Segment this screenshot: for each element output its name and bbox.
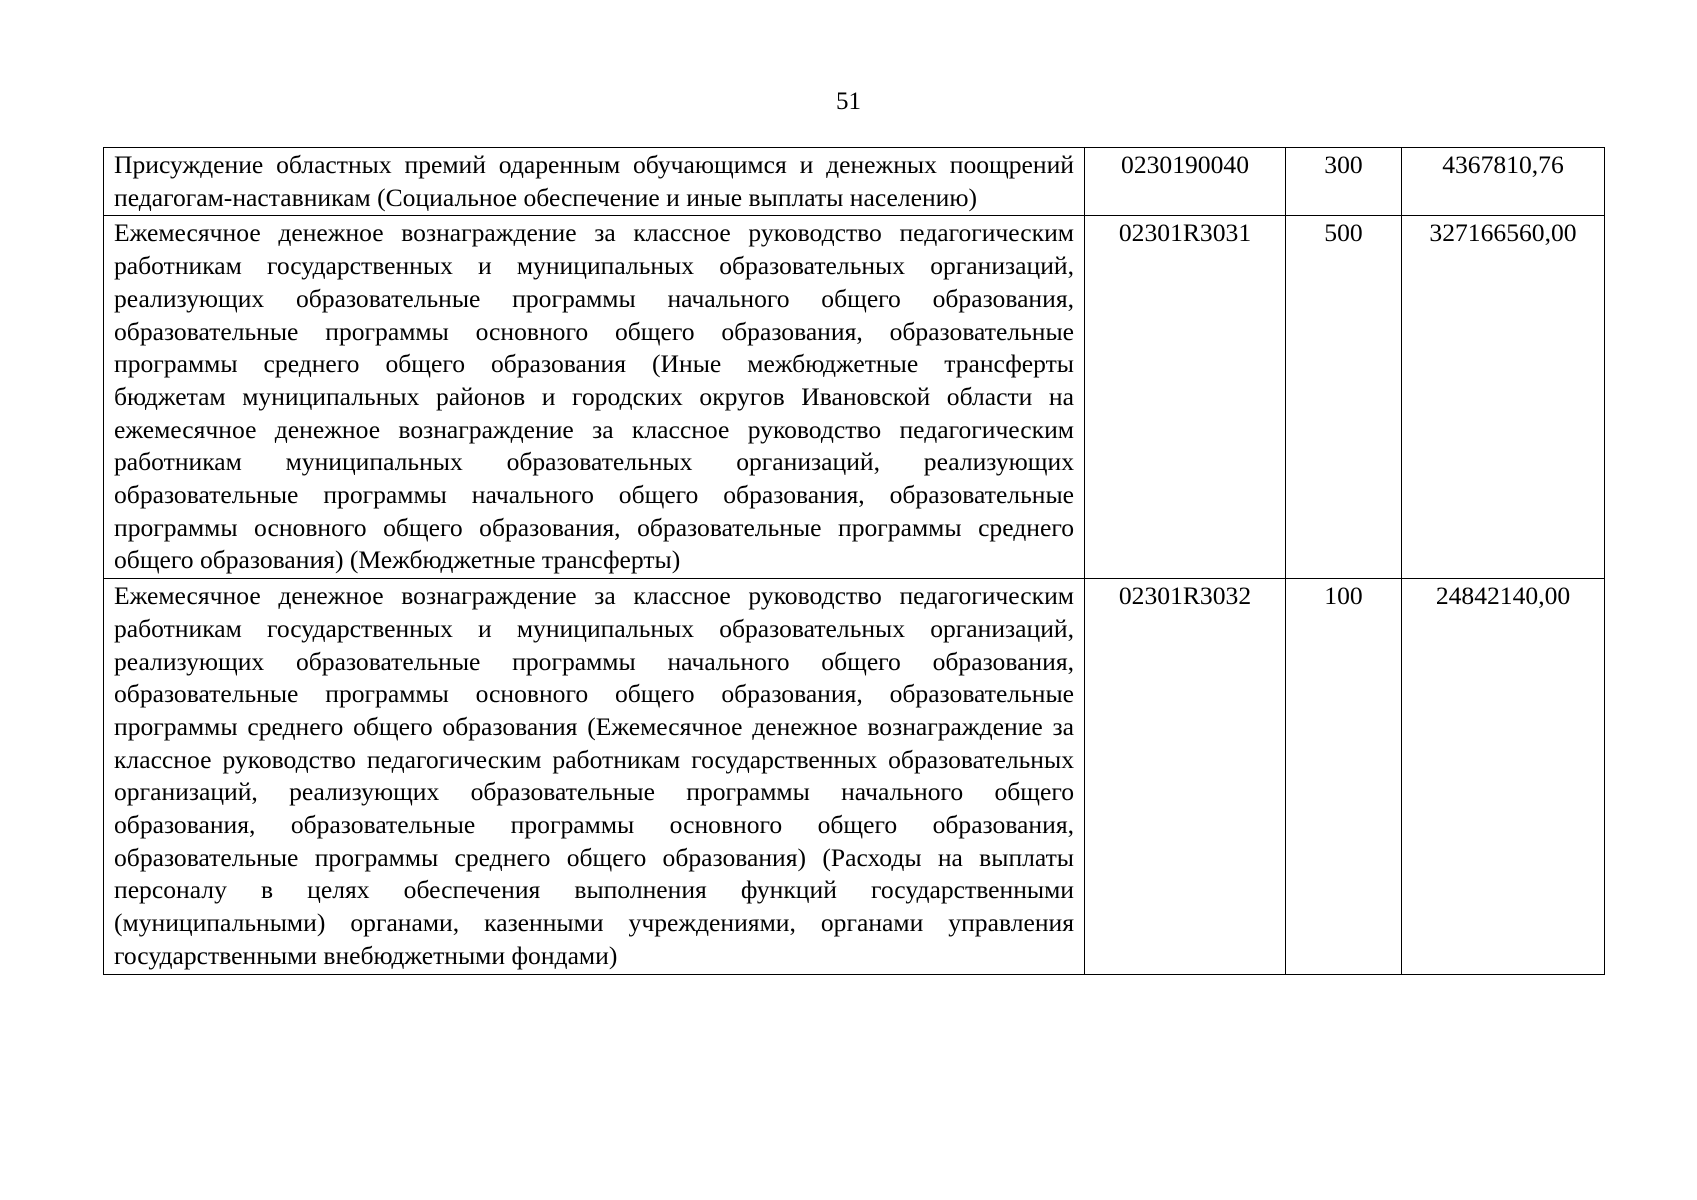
table-row	[104, 216, 1605, 579]
row-description: Присуждение областных премий одаренным обучающимся и денежных поощрений педагогам-наставникам (Социальное обеспечение и иные выплаты населению)	[104, 148, 1085, 216]
row-target-code: 0230190040	[1085, 148, 1286, 216]
row-expense-type: 300	[1286, 148, 1402, 216]
row-amount: 4367810,76	[1402, 148, 1605, 216]
table-row	[104, 579, 1605, 974]
row-description: Ежемесячное денежное вознаграждение за классное руководство педагогическим работникам государственных и муниципальных образовательных организаций, реализующих образовательные программы начального общего образования, образовательные программы основного общего образования, образовательные программы среднего общего образования (Ежемесячное денежное вознаграждение за классное руководство педагогическим работникам государственных образовательных организаций, реализующих образовательные программы начального общего образования, образовательные программы основного общего образования, образовательные программы среднего общего образования) (Расходы на выплаты персоналу в целях обеспечения выполнения функций государственными (муниципальными) органами, казенными учреждениями, органами управления государственными внебюджетными фондами)	[104, 579, 1085, 974]
row-amount: 24842140,00	[1402, 579, 1605, 974]
row-expense-type: 100	[1286, 579, 1402, 974]
table-row	[104, 148, 1605, 216]
row-amount: 327166560,00	[1402, 216, 1605, 579]
row-expense-type: 500	[1286, 216, 1402, 579]
budget-table	[103, 147, 1605, 975]
row-target-code: 02301R3032	[1085, 579, 1286, 974]
row-target-code: 02301R3031	[1085, 216, 1286, 579]
page-number: 51	[836, 88, 861, 115]
row-description: Ежемесячное денежное вознаграждение за классное руководство педагогическим работникам государственных и муниципальных образовательных организаций, реализующих образовательные программы начального общего образования, образовательные программы основного общего образования, образовательные программы среднего общего образования (Иные межбюджетные трансферты бюджетам муниципальных районов и городских округов Ивановской области на ежемесячное денежное вознаграждение за классное руководство педагогическим работникам муниципальных образовательных организаций, реализующих образовательные программы начального общего образования, образовательные программы основного общего образования, образовательные программы среднего общего образования) (Межбюджетные трансферты)	[104, 216, 1085, 579]
